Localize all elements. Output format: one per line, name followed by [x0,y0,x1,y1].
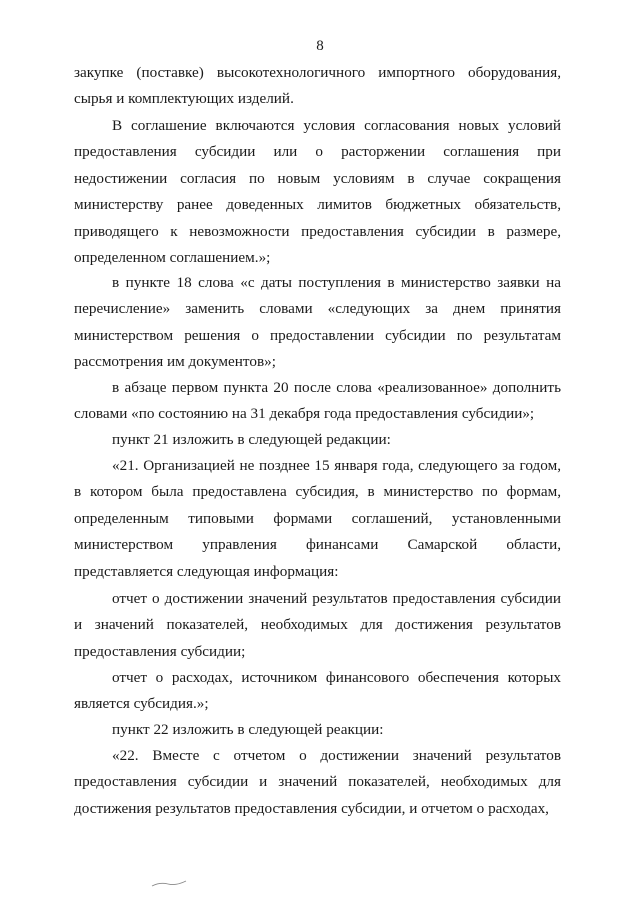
paragraph-6: «21. Организацией не позднее 15 января года, следующего за годом, в котором была предоставлена субсидия, в министерство по формам, определенным типовыми формами соглашений, установленными министерством управления финансами Самарской области, представляется следующая информация: [74,457,561,580]
paragraph-4: в абзаце первом пункта 20 после слова «реализованное» дополнить словами «по состоянию на 31 декабря года предоставления субсидии»; [74,379,561,423]
paragraph-2: В соглашение включаются условия согласования новых условий предоставления субсидии или о расторжении соглашения при недостижении согласия по новым условиям в случае сокращения министерству ранее доведенных лимитов бюджетных обязательств, приводящего к невозможности предоставления субсидии в размере, определенном соглашением.»; [74,117,561,267]
ink-mark [150,878,190,888]
paragraph-8: отчет о расходах, источником финансового обеспечения которых является субсидия.»; [74,669,561,713]
paragraph-1: закупке (поставке) высокотехнологичного импортного оборудования, сырья и комплектующих изделий. [74,64,561,108]
page-number: 8 [316,38,324,54]
paragraph-7: отчет о достижении значений результатов предоставления субсидии и значений показателей, необходимых для достижения результатов предоставления субсидии; [74,590,561,660]
paragraph-5: пункт 21 изложить в следующей редакции: [112,431,391,448]
paragraph-3: в пункте 18 слова «с даты поступления в министерство заявки на перечисление» заменить словами «следующих за днем принятия министерством решения о предоставлении субсидии по результатам рассмотрения им документов»; [74,274,561,371]
paragraph-10: «22. Вместе с отчетом о достижении значений результатов предоставления субсидии и значений показателей, необходимых для достижения результатов предоставления субсидии, и отчетом о расходах, [74,747,561,817]
paragraph-9: пункт 22 изложить в следующей реакции: [112,721,384,738]
